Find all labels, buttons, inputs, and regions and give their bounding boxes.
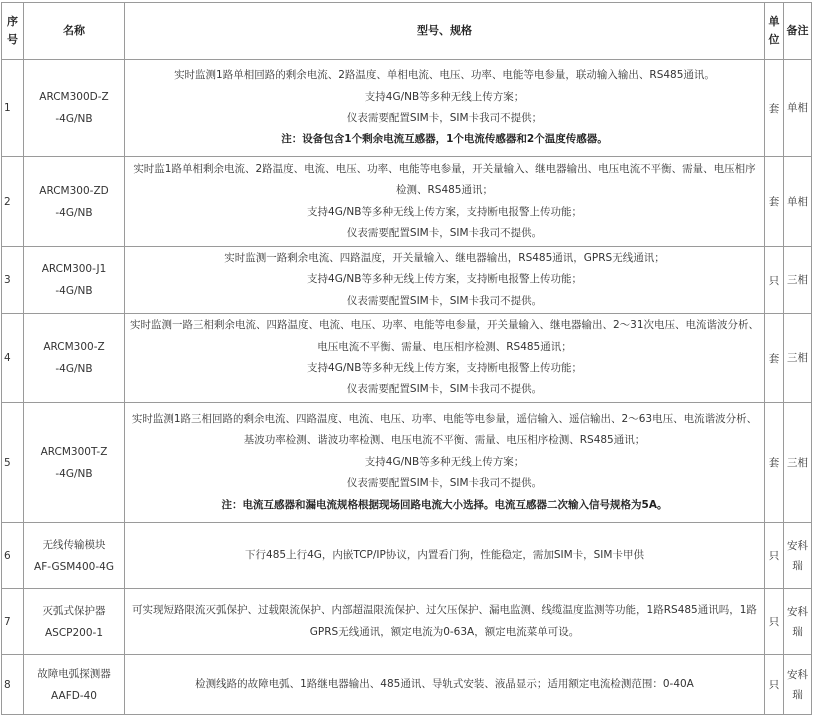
row-note: 三相 [784,247,812,314]
row-unit: 只 [765,247,784,314]
row-no: 3 [2,247,24,314]
table-row [2,403,812,523]
row-no: 5 [2,403,24,523]
row-spec: 检测线路的故障电弧、1路继电器输出、485通讯、导轨式安装、液晶显示；适用额定电流检测范围：0-40A [125,655,765,715]
row-name: 无线传输模块 AF-GSM400-4G [24,523,125,589]
header-spec: 型号、规格 [125,3,765,60]
row-no: 8 [2,655,24,715]
row-name: ARCM300-Z -4G/NB [24,314,125,403]
row-spec: 实时监测一路三相剩余电流、四路温度、电流、电压、功率、电能等电参量，开关量输入、继电器输出、2～31次电压、电流谐波分析、 电压电流不平衡、需量、电压相序检测、RS485通讯； 支持4G/NB等多种无线上传方案，支持断电报警上传功能； 仪表需要配置SIM卡，SIM卡我司不提供。 [125,314,765,403]
header-row [2,3,812,60]
row-spec: 实时监1路单相剩余电流、2路温度、电流、电压、功率、电能等电参量，开关量输入、继电器输出、电压电流不平衡、需量、电压相序 检测、RS485通讯； 支持4G/NB等多种无线上传方案，支持断电报警上传功能； 仪表需要配置SIM卡，SIM卡我司不提供。 [125,157,765,247]
table-row [2,157,812,247]
row-spec: 可实现短路限流灭弧保护、过载限流保护、内部超温限流保护、过欠压保护、漏电监测、线缆温度监测等功能，1路RS485通讯吗，1路 GPRS无线通讯，额定电流为0-63A，额定电流菜单可设。 [125,589,765,655]
spec-table [1,2,812,715]
row-note: 安科 瑞 [784,523,812,589]
row-name: 灭弧式保护器 ASCP200-1 [24,589,125,655]
row-no: 2 [2,157,24,247]
header-note: 备注 [784,3,812,60]
row-no: 1 [2,60,24,157]
row-name: ARCM300-ZD -4G/NB [24,157,125,247]
row-unit: 套 [765,60,784,157]
row-spec: 实时监测1路三相回路的剩余电流、四路温度、电流、电压、功率、电能等电参量，遥信输入、遥信输出、2～63电压、电流谐波分析、 基波功率检测、谐波功率检测、电压电流不平衡、需量、电压相序检测、RS485通讯； 支持4G/NB等多种无线上传方案； 仪表需要配置SIM卡，SIM卡我司不提供。 注：电流互感器和漏电流规格根据现场回路电流大小选择。电流互感器二次输入信号规格为5A。 [125,403,765,523]
row-unit: 套 [765,403,784,523]
row-note: 单相 [784,60,812,157]
row-note: 单相 [784,157,812,247]
row-unit: 只 [765,655,784,715]
row-spec: 实时监测一路剩余电流、四路温度，开关量输入、继电器输出，RS485通讯，GPRS无线通讯； 支持4G/NB等多种无线上传方案，支持断电报警上传功能； 仪表需要配置SIM卡，SIM卡我司不提供。 [125,247,765,314]
table-row [2,589,812,655]
header-unit: 单 位 [765,3,784,60]
table-row [2,314,812,403]
table-row [2,523,812,589]
row-unit: 套 [765,157,784,247]
row-no: 6 [2,523,24,589]
row-name: ARCM300-J1 -4G/NB [24,247,125,314]
row-note: 三相 [784,403,812,523]
row-name: ARCM300D-Z -4G/NB [24,60,125,157]
row-note: 三相 [784,314,812,403]
table-row [2,60,812,157]
spec-note: 注：设备包含1个剩余电流互感器，1个电流传感器和2个温度传感器。 [281,133,608,146]
row-note: 安科 瑞 [784,655,812,715]
table-row [2,655,812,715]
row-spec: 实时监测1路单相回路的剩余电流、2路温度、单相电流、电压、功率、电能等电参量，联动输入输出、RS485通讯。 支持4G/NB等多种无线上传方案； 仪表需要配置SIM卡，SIM卡我司不提供； 注：设备包含1个剩余电流互感器，1个电流传感器和2个温度传感器。 [125,60,765,157]
row-unit: 只 [765,589,784,655]
header-no: 序 号 [2,3,24,60]
spec-note: 注：电流互感器和漏电流规格根据现场回路电流大小选择。电流互感器二次输入信号规格为5A。 [221,498,668,511]
header-name: 名称 [24,3,125,60]
row-no: 7 [2,589,24,655]
row-note: 安科 瑞 [784,589,812,655]
table-row [2,247,812,314]
row-name: ARCM300T-Z -4G/NB [24,403,125,523]
row-name: 故障电弧探测器 AAFD-40 [24,655,125,715]
row-unit: 套 [765,314,784,403]
row-unit: 只 [765,523,784,589]
row-no: 4 [2,314,24,403]
row-spec: 下行485上行4G，内嵌TCP/IP协议，内置看门狗，性能稳定，需加SIM卡，SIM卡甲供 [125,523,765,589]
